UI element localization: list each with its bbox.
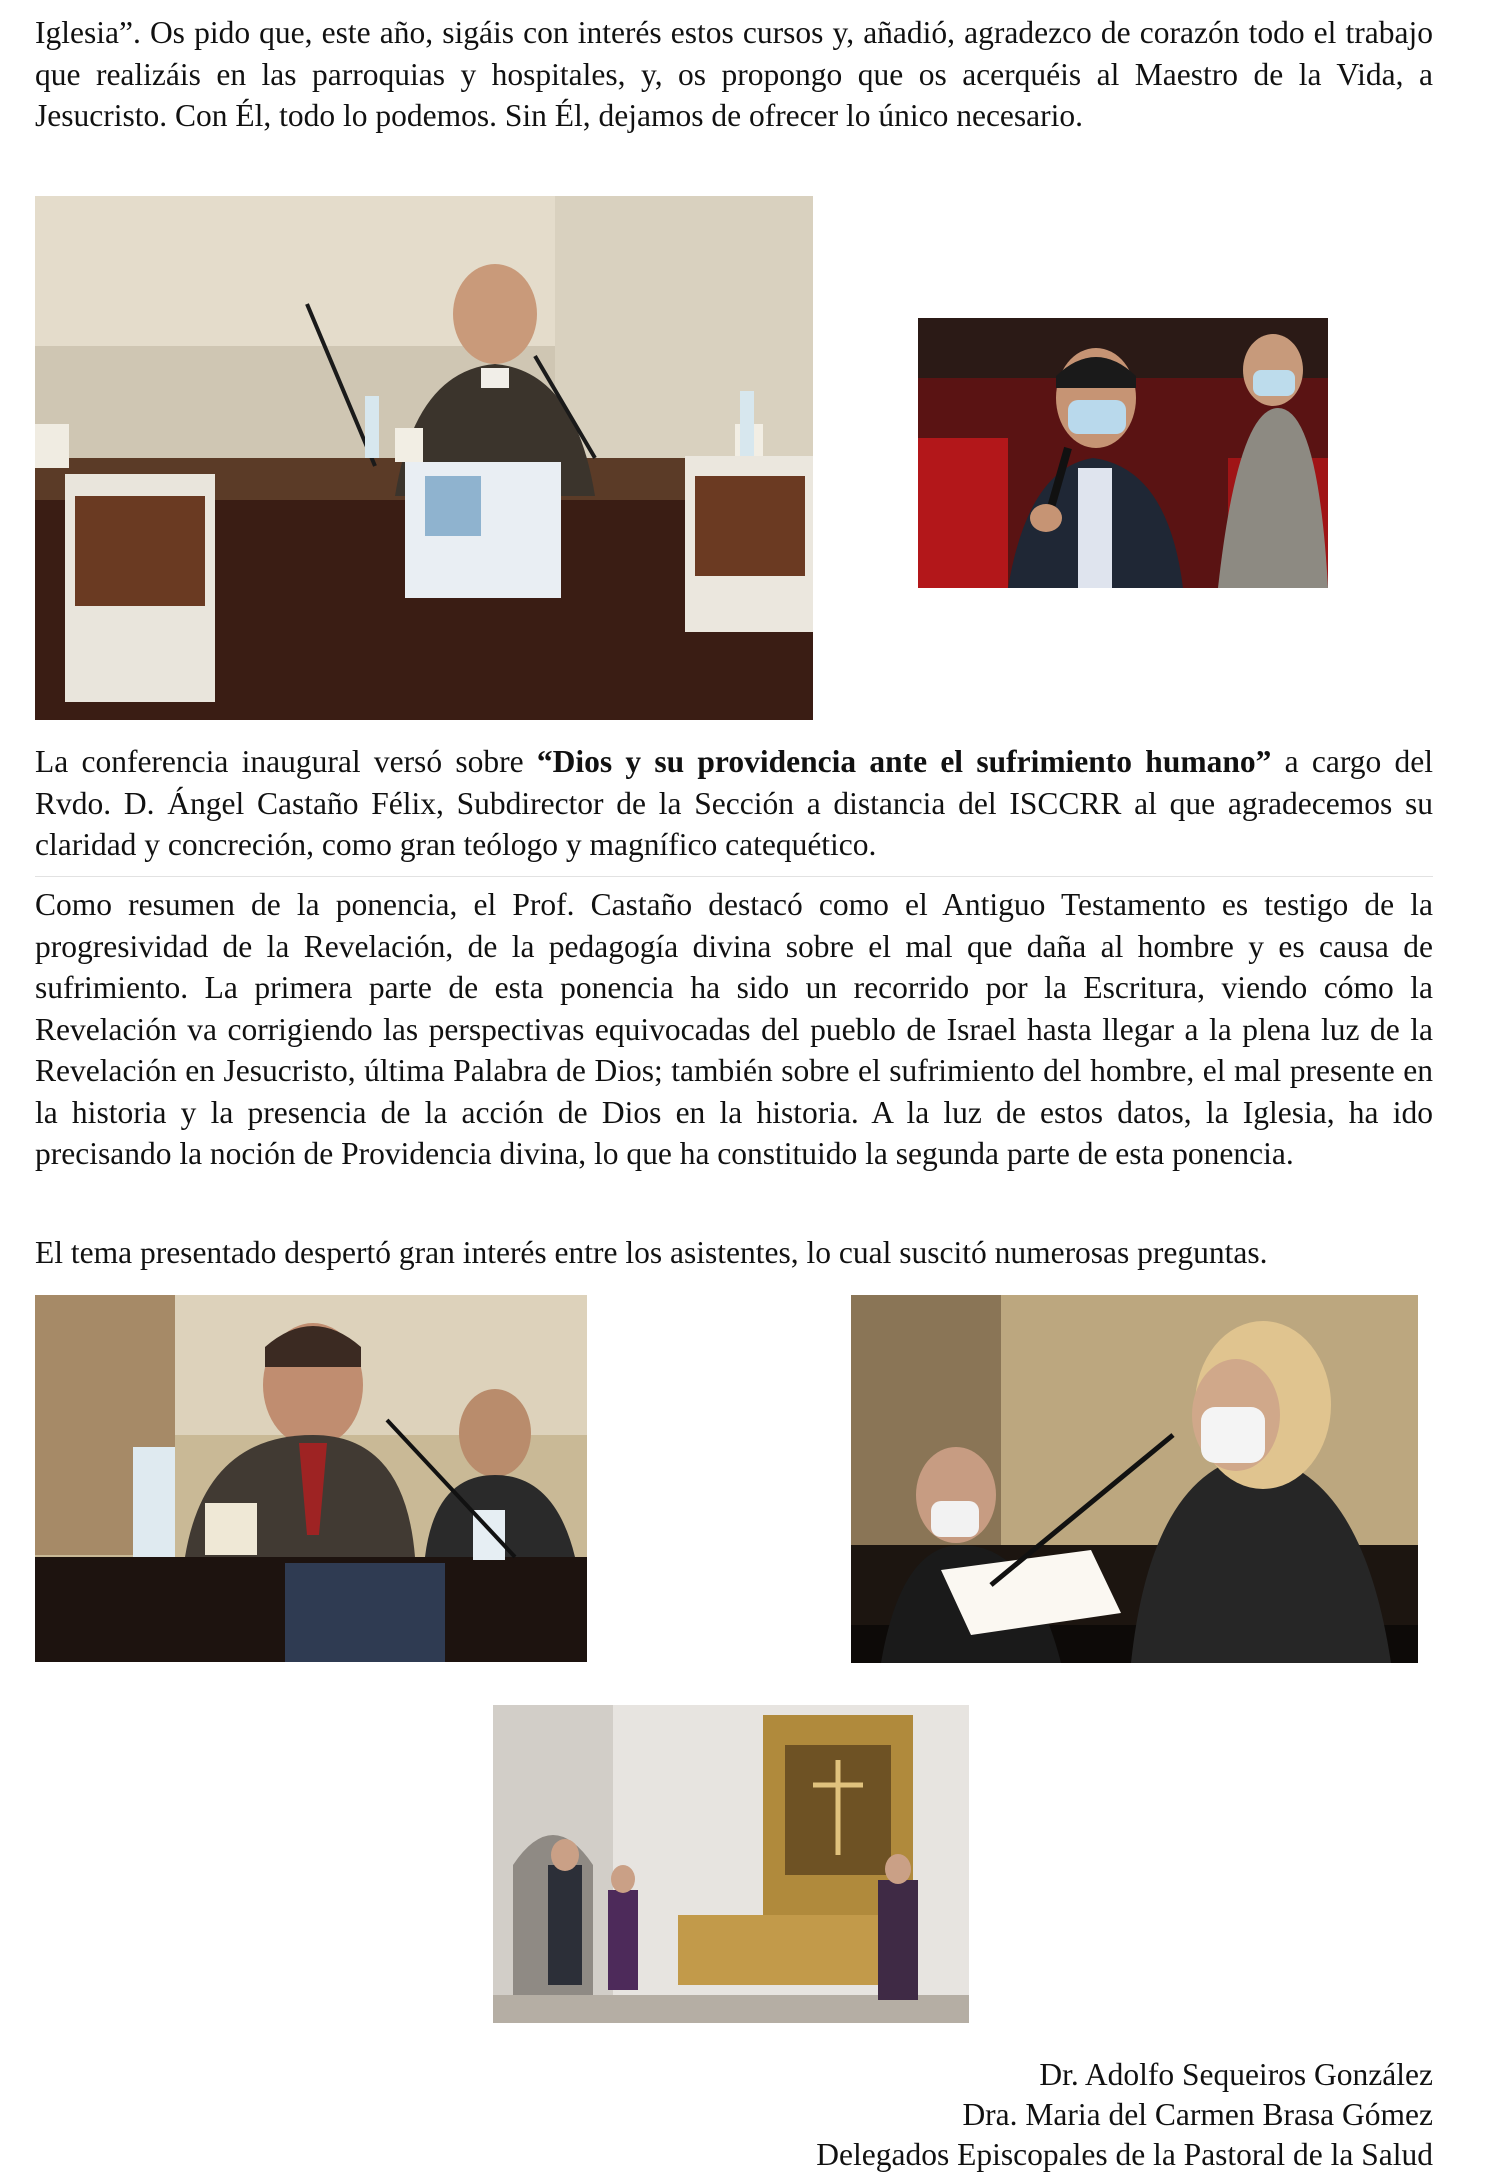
conference-paragraph <box>35 741 1433 866</box>
photo-speaker-at-table <box>35 196 813 720</box>
signature-line-1: Dr. Adolfo Sequeiros González <box>1039 2057 1433 2092</box>
summary-paragraph: Como resumen de la ponencia, el Prof. Castaño destacó como el Antiguo Testamento es testigo de la progresividad de la Revelación, de la pedagogía divina sobre el mal que daña al hombre y es causa de sufrimiento. La primera parte de esta ponencia ha sido un recorrido por la Escritura, viendo cómo la Revelación va corrigiendo las perspectivas equivocadas del pueblo de Israel hasta llegar a la plena luz de la Revelación en Jesucristo, última Palabra de Dios; también sobre el sufrimiento del hombre, el mal presente en la historia y la presencia de la acción de Dios en la historia. A la luz de estos datos, la Iglesia, ha ido precisando la noción de Providencia divina, lo que ha constituido la segunda parte de esta ponencia. <box>35 887 1433 1171</box>
photo-chapel-altar <box>493 1705 969 2023</box>
signature-line-2: Dra. Maria del Carmen Brasa Gómez <box>962 2097 1433 2132</box>
signature-line-3: Delegados Episcopales de la Pastoral de la Salud <box>816 2137 1433 2172</box>
photo-attendee-question <box>918 318 1328 588</box>
photo-woman-reading <box>851 1295 1418 1663</box>
conference-prefix: La conferencia inaugural versó sobre <box>35 744 537 779</box>
conference-suffix: a cargo del Rvdo. D. Ángel Castaño Félix, Subdirector de la Sección a distancia del ISCCRR al que agradecemos su claridad y concreción, como gran teólogo y magnífico catequético. <box>35 744 1433 862</box>
closing-paragraph: El tema presentado despertó gran interés entre los asistentes, lo cual suscitó numerosas preguntas. <box>35 1235 1268 1270</box>
conference-title: “Dios y su providencia ante el sufrimiento humano” <box>536 744 1272 779</box>
signature-block <box>533 2055 1433 2175</box>
divider <box>35 876 1433 877</box>
intro-paragraph: Iglesia”. Os pido que, este año, sigáis con interés estos cursos y, añadió, agradezco de corazón todo el trabajo que realizáis en las parroquias y hospitales, y, os propongo que os acerquéis al Maestro de la Vida, a Jesucristo. Con Él, todo lo podemos. Sin Él, dejamos de ofrecer lo único necesario. <box>35 15 1433 133</box>
photo-two-speakers <box>35 1295 587 1662</box>
